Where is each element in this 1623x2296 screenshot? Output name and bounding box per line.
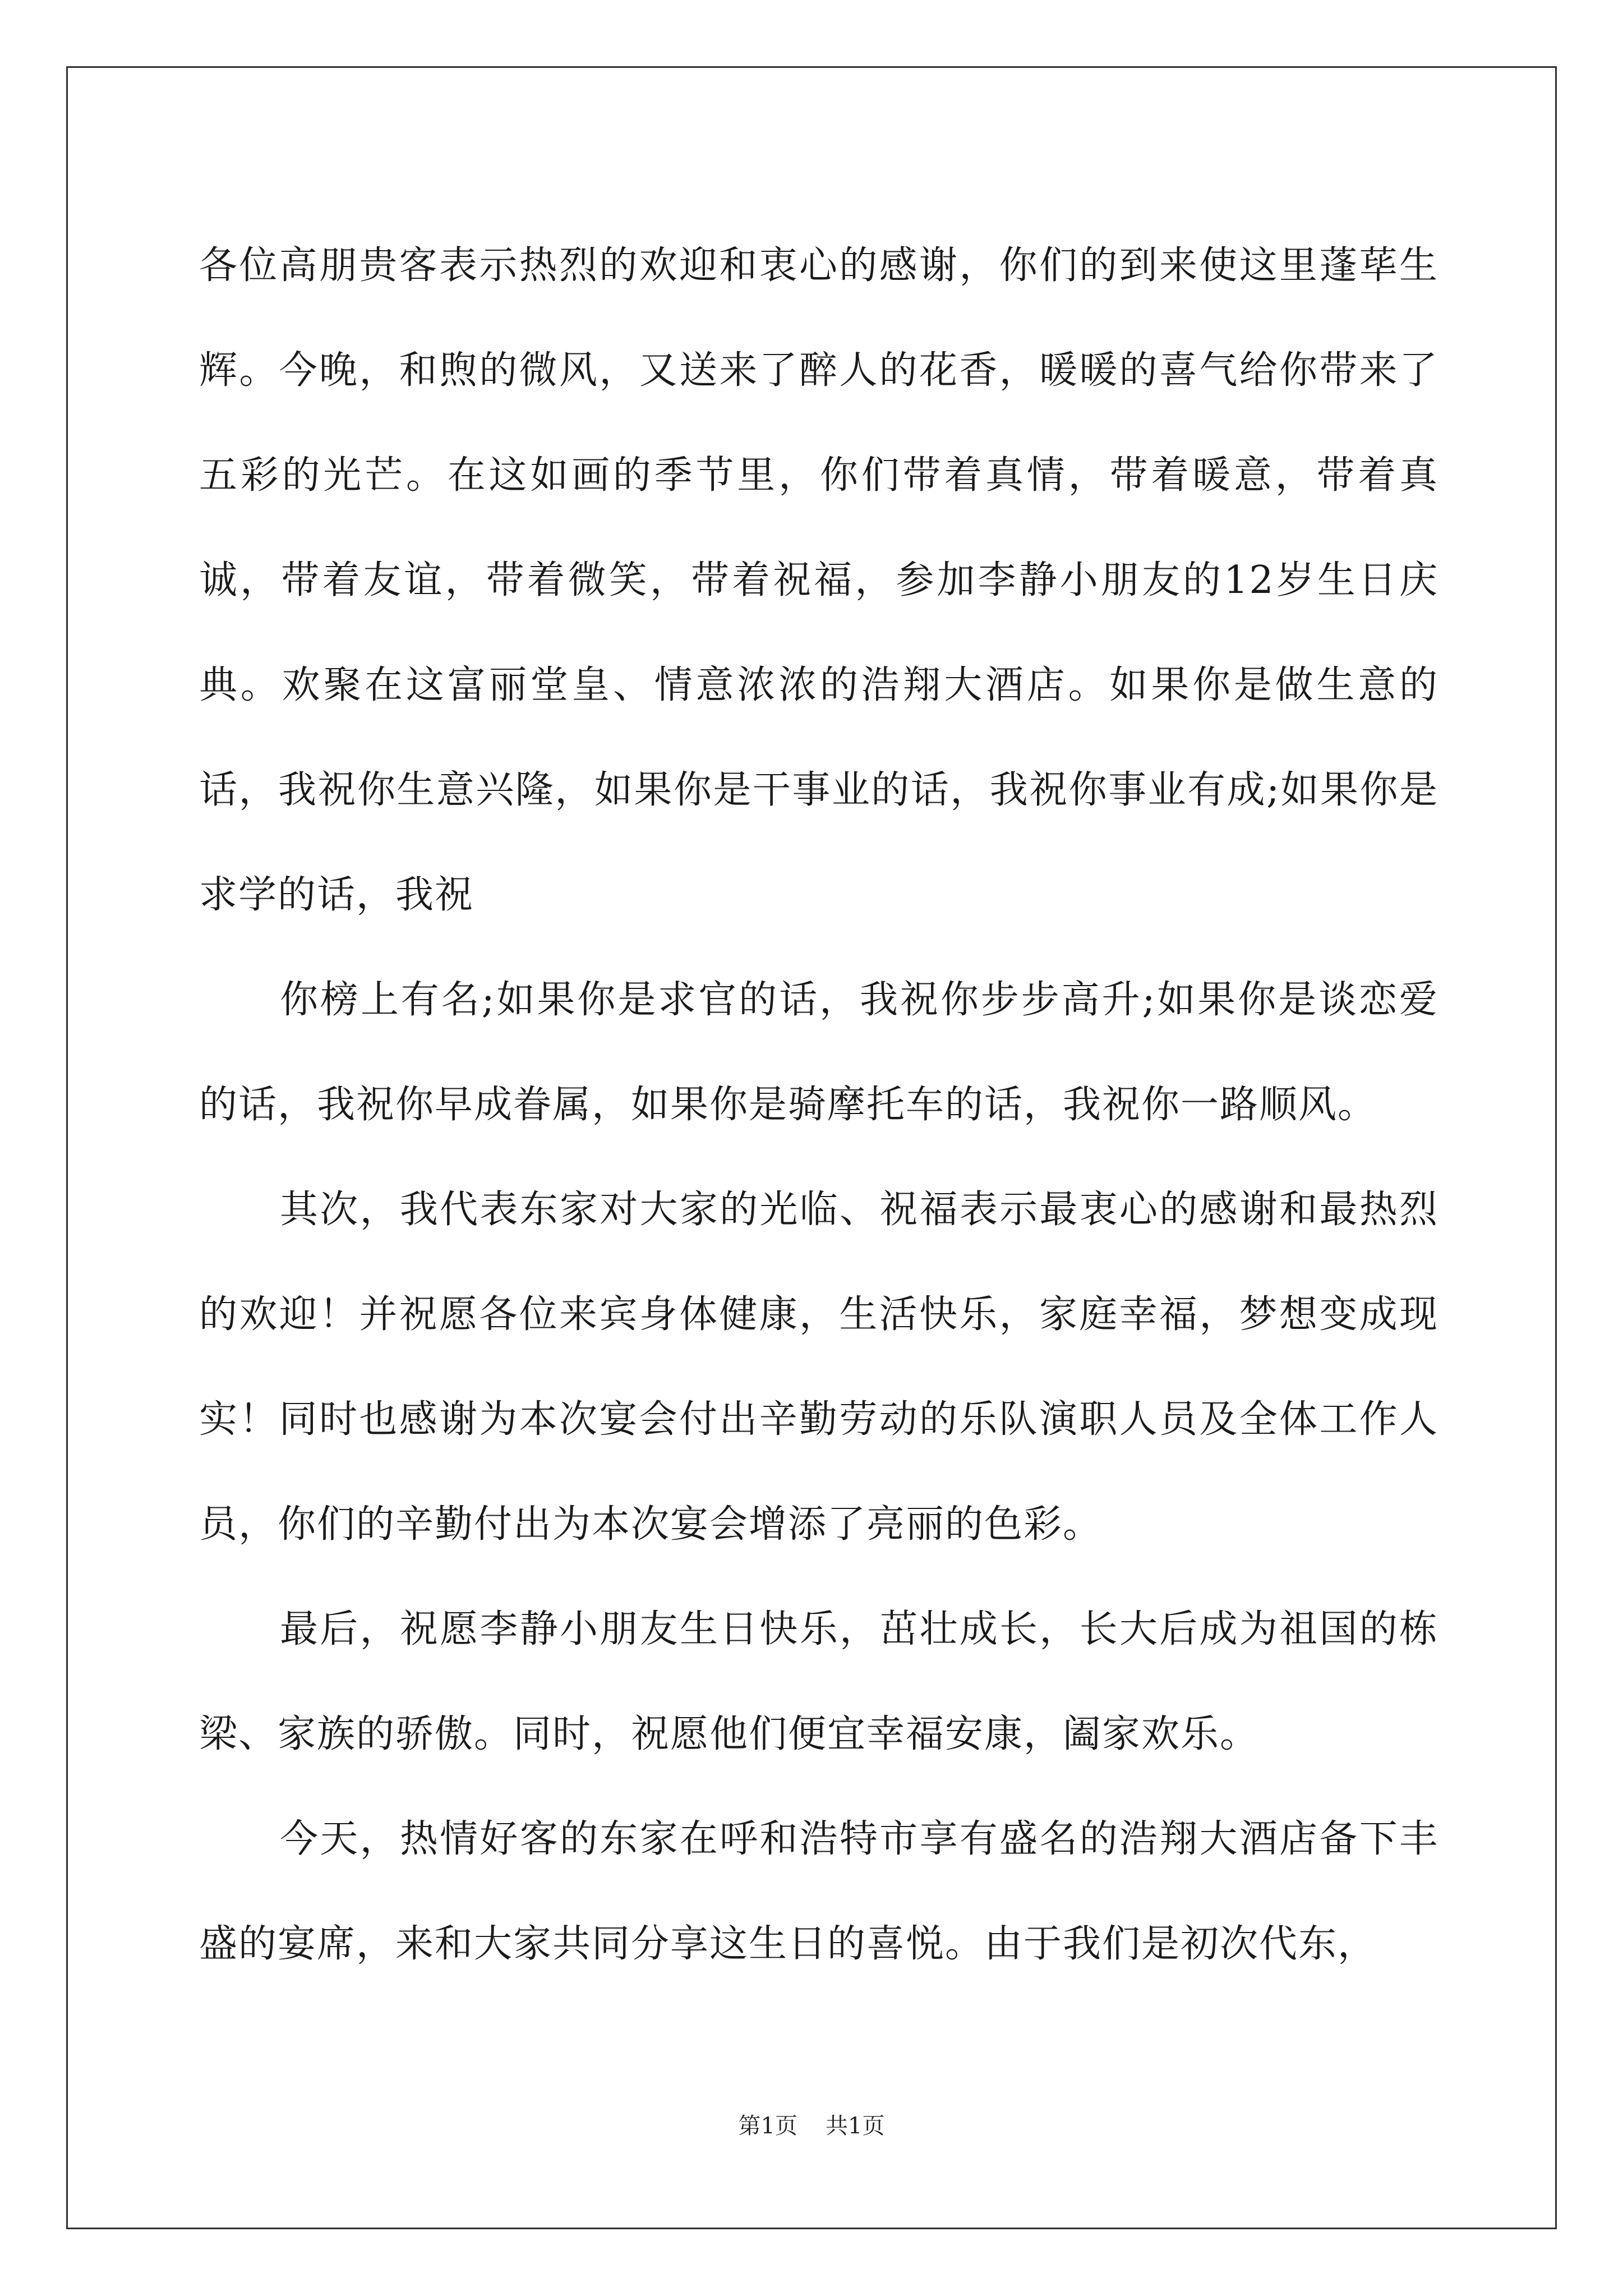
- page-footer: [0, 2112, 1623, 2140]
- paragraph-3: 其次，我代表东家对大家的光临、祝福表示最衷心的感谢和最热烈的欢迎！并祝愿各位来宾身体健康，生活快乐，家庭幸福，梦想变成现实！同时也感谢为本次宴会付出辛勤劳动的乐队演职人员及全体工作人员，你们的辛勤付出为本次宴会增添了亮丽的色彩。: [199, 1188, 1438, 1547]
- page-number-total: 共1页: [826, 2113, 885, 2139]
- document-body: [199, 213, 1438, 1996]
- paragraph-5: 今天，热情好客的东家在呼和浩特市享有盛名的浩翔大酒店备下丰盛的宴席，来和大家共同分享这生日的喜悦。由于我们是初次代东，: [199, 1817, 1438, 1966]
- page-number-current: 第1页: [738, 2113, 797, 2139]
- paragraph-1: 各位高朋贵客表示热烈的欢迎和衷心的感谢，你们的到来使这里蓬荜生辉。今晚，和煦的微风，又送来了醉人的花香，暖暖的喜气给你带来了五彩的光芒。在这如画的季节里，你们带着真情，带着暖意，带着真诚，带着友谊，带着微笑，带着祝福，参加李静小朋友的12岁生日庆典。欢聚在这富丽堂皇、情意浓浓的浩翔大酒店。如果你是做生意的话，我祝你生意兴隆，如果你是干事业的话，我祝你事业有成;如果你是求学的话，我祝: [199, 243, 1438, 917]
- paragraph-4: 最后，祝愿李静小朋友生日快乐，茁壮成长，长大后成为祖国的栋梁、家族的骄傲。同时，祝愿他们便宜幸福安康，阖家欢乐。: [199, 1607, 1438, 1756]
- paragraph-2: 你榜上有名;如果你是求官的话，我祝你步步高升;如果你是谈恋爱的话，我祝你早成眷属，如果你是骑摩托车的话，我祝你一路顺风。: [199, 978, 1438, 1127]
